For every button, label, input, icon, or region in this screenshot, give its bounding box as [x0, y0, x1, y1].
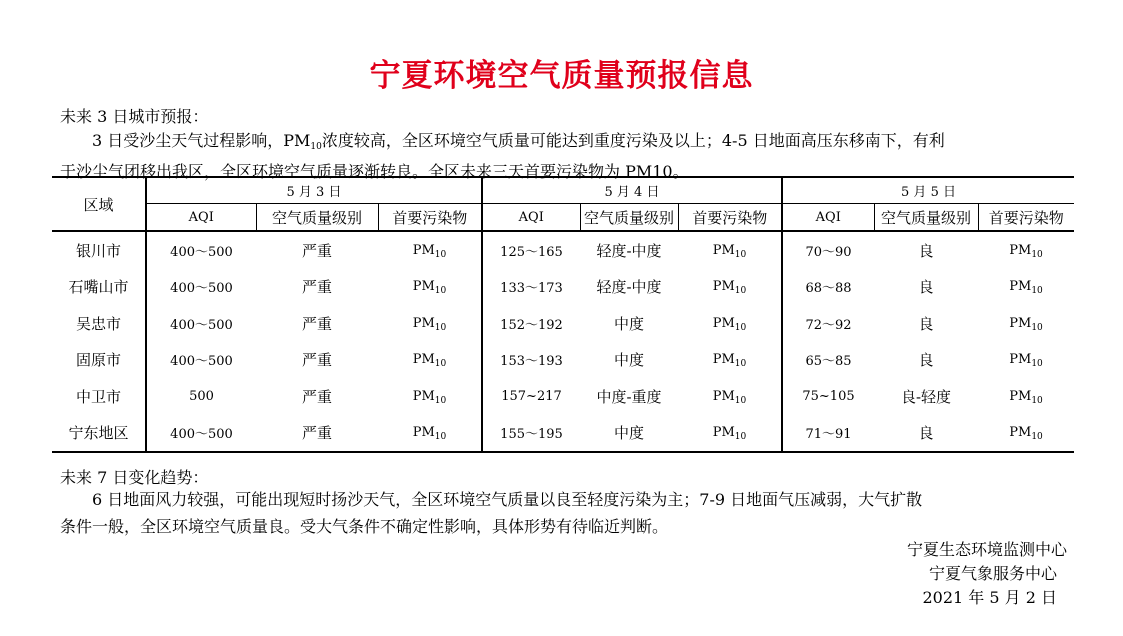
pollutant-header: 首要污染物 — [978, 204, 1074, 232]
pollutant-cell — [978, 342, 1074, 379]
table-row — [52, 415, 1074, 453]
pollutant-cell — [978, 269, 1074, 306]
pollutant-subscript: 10 — [434, 432, 447, 443]
pollutant-main: PM — [712, 315, 735, 331]
pollutant-cell — [378, 378, 482, 415]
level-cell: 良 — [874, 231, 978, 269]
pollutant-cell — [378, 415, 482, 453]
level-header: 空气质量级别 — [874, 204, 978, 232]
region-cell: 宁东地区 — [52, 415, 146, 453]
pollutant-main: PM — [712, 279, 735, 295]
pollutant-cell — [678, 231, 782, 269]
pollutant-cell — [678, 269, 782, 306]
level-cell: 良 — [874, 415, 978, 453]
pollutant-cell — [678, 342, 782, 379]
table-row — [52, 269, 1074, 306]
pollutant-cell — [378, 231, 482, 269]
aqi-cell: 152～192 — [500, 317, 563, 333]
level-cell: 严重 — [256, 231, 378, 269]
pollutant-cell — [978, 231, 1074, 269]
pollutant-header: 首要污染物 — [678, 204, 782, 232]
table-row — [52, 305, 1074, 342]
level-cell: 良-轻度 — [900, 387, 952, 406]
pollutant-subscript: 10 — [1031, 395, 1043, 406]
aqi-header: AQI — [482, 204, 580, 232]
pollutant-cell — [678, 415, 782, 453]
date-header: 5 月 4 日 — [482, 177, 782, 204]
pollutant-subscript: 10 — [734, 359, 747, 370]
pollutant-subscript: 10 — [434, 286, 447, 297]
pollutant-subscript: 10 — [734, 395, 747, 406]
pollutant-header: 首要污染物 — [378, 204, 482, 232]
pollutant-subscript: 10 — [434, 359, 447, 370]
level-cell: 中度-重度 — [596, 387, 662, 406]
pollutant-subscript: 10 — [734, 249, 747, 260]
aqi-cell: 400～500 — [170, 281, 233, 297]
aqi-cell: 68～88 — [805, 281, 852, 297]
level-header: 空气质量级别 — [256, 204, 378, 232]
aqi-cell: 153～193 — [500, 354, 563, 370]
date-header: 5 月 3 日 — [146, 177, 482, 204]
pollutant-cell — [978, 305, 1074, 342]
signature-org1: 宁夏生态环境监测中心 — [906, 540, 1067, 559]
pollutant-subscript: 10 — [434, 322, 447, 333]
pollutant-main: PM — [1009, 425, 1032, 441]
pollutant-subscript: 10 — [434, 249, 447, 260]
pollutant-subscript: 10 — [734, 322, 747, 333]
trend-7day-line1: 6 日地面风力较强，可能出现短时扬沙天气，全区环境空气质量以良至轻度污染为主；7-9 日地面气压减弱，大气扩散 — [92, 490, 923, 509]
pollutant-main: PM — [412, 242, 435, 258]
aqi-cell: 133～173 — [500, 281, 563, 297]
pollutant-main: PM — [712, 388, 735, 404]
table-header-dates — [52, 177, 1074, 204]
region-cell: 石嘴山市 — [52, 269, 146, 306]
pollutant-cell — [378, 342, 482, 379]
pollutant-main: PM — [712, 242, 735, 258]
signature-date: 2021 年 5 月 2 日 — [922, 588, 1057, 607]
pollutant-main: PM — [1009, 352, 1032, 368]
aqi-cell: 70～90 — [782, 231, 874, 269]
pollutant-subscript: 10 — [434, 395, 447, 406]
pollutant-main: PM — [712, 425, 735, 441]
forecast-3day-line1: 3 日受沙尘天气过程影响，$PM_{10}$浓度较高，全区环境空气质量可能达到重度污染及以上；4-5 日地面高压东移南下，有利 — [92, 131, 945, 152]
pollutant-subscript: 10 — [1031, 432, 1043, 443]
level-cell: 严重 — [301, 314, 332, 333]
pollutant-main: PM — [412, 279, 435, 295]
level-cell: 中度 — [613, 351, 644, 370]
pollutant-main: PM — [412, 352, 435, 368]
aqi-cell: 71～91 — [782, 415, 874, 453]
level-cell: 严重 — [301, 387, 332, 406]
aqi-cell: 157~217 — [501, 388, 562, 404]
aqi-cell: 155～195 — [482, 415, 580, 453]
trend-7day-text — [60, 486, 1070, 540]
pollutant-cell — [378, 269, 482, 306]
level-cell: 良 — [918, 314, 934, 333]
table-row — [52, 231, 1074, 269]
aqi-cell: 400～500 — [170, 317, 233, 333]
aqi-cell: 75~105 — [802, 388, 855, 404]
aqi-cell: 65～85 — [805, 354, 852, 370]
pollutant-main: PM — [412, 425, 435, 441]
level-cell: 轻度-中度 — [580, 231, 678, 269]
table-row — [52, 342, 1074, 379]
table-body — [52, 231, 1074, 452]
pollutant-main: PM — [412, 315, 435, 331]
region-cell: 吴忠市 — [52, 305, 146, 342]
level-cell: 中度 — [580, 415, 678, 453]
pollutant-cell — [978, 415, 1074, 453]
region-cell: 中卫市 — [52, 378, 146, 415]
pollutant-subscript: 10 — [734, 432, 747, 443]
aqi-cell: 500 — [189, 388, 214, 404]
level-cell: 严重 — [256, 415, 378, 453]
pollutant-cell — [678, 305, 782, 342]
table-header-columns — [52, 204, 1074, 232]
region-cell: 固原市 — [52, 342, 146, 379]
trend-7day-line2: 条件一般，全区环境空气质量良。受大气条件不确定性影响，具体形势有待临近判断。 — [60, 517, 669, 536]
aqi-cell: 72～92 — [805, 317, 852, 333]
aqi-cell: 400～500 — [146, 231, 256, 269]
pollutant-main: PM — [1009, 388, 1032, 404]
pollutant-subscript: 10 — [1031, 359, 1043, 370]
aqi-cell: 125～165 — [482, 231, 580, 269]
trend-7day-heading: 未来 7 日变化趋势： — [60, 468, 209, 487]
forecast-3day-heading: 未来 3 日城市预报： — [60, 107, 209, 126]
level-cell: 轻度-中度 — [596, 278, 662, 297]
aqi-header: AQI — [146, 204, 256, 232]
level-cell: 中度 — [613, 314, 644, 333]
page-title: 宁夏环境空气质量预报信息 — [369, 58, 754, 94]
table-row — [52, 378, 1074, 415]
pollutant-subscript: 10 — [1031, 322, 1043, 333]
level-cell: 严重 — [301, 278, 332, 297]
region-cell: 银川市 — [52, 231, 146, 269]
aqi-cell: 400～500 — [146, 415, 256, 453]
region-header: 区域 — [52, 177, 146, 231]
forecast-3day-line2: 于沙尘气团移出我区，全区环境空气质量逐渐转良。全区未来三天首要污染物为 PM10。 — [60, 162, 689, 181]
forecast-table — [52, 176, 1074, 453]
pollutant-main: PM — [712, 352, 735, 368]
pollutant-cell — [678, 378, 782, 415]
aqi-header: AQI — [782, 204, 874, 232]
pollutant-subscript: 10 — [734, 286, 747, 297]
pollutant-subscript: 10 — [1031, 286, 1043, 297]
date-header: 5 月 5 日 — [782, 177, 1074, 204]
signature-org2: 宁夏气象服务中心 — [928, 564, 1057, 583]
pollutant-main: PM — [412, 388, 435, 404]
aqi-cell: 400～500 — [170, 354, 233, 370]
level-header: 空气质量级别 — [580, 204, 678, 232]
pollutant-main: PM — [1009, 242, 1032, 258]
pollutant-main: PM — [1009, 279, 1032, 295]
level-cell: 良 — [918, 351, 934, 370]
pollutant-cell — [978, 378, 1074, 415]
level-cell: 严重 — [301, 351, 332, 370]
pollutant-cell — [378, 305, 482, 342]
level-cell: 良 — [918, 278, 934, 297]
pollutant-subscript: 10 — [1031, 249, 1043, 260]
pollutant-main: PM — [1009, 315, 1032, 331]
